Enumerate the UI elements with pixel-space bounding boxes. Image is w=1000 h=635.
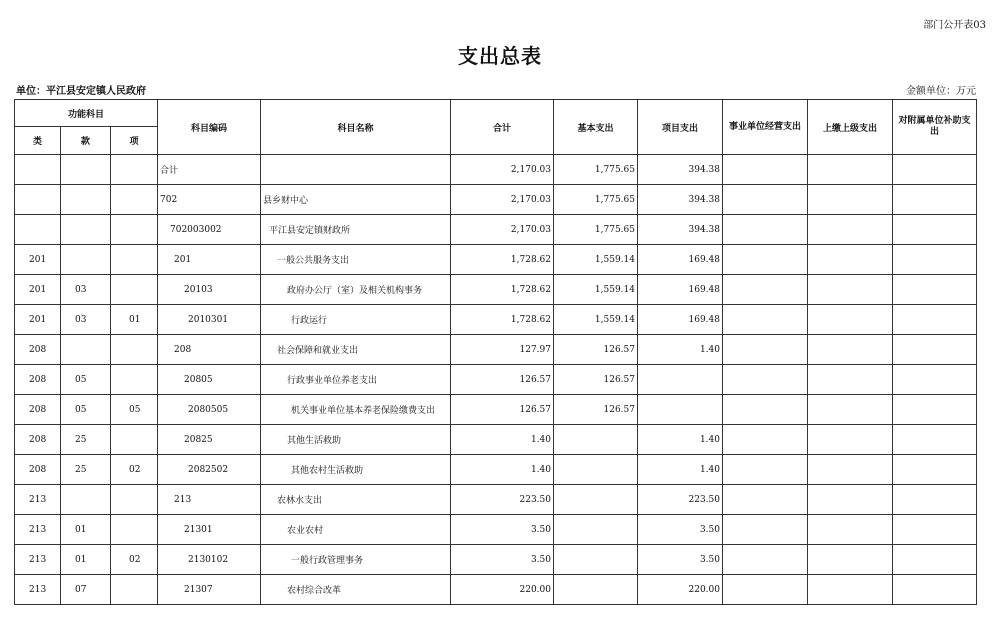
cell-to-superior bbox=[808, 185, 893, 215]
cell-lei: 208 bbox=[15, 425, 61, 455]
cell-name: 农村综合改革 bbox=[261, 575, 451, 605]
cell-code: 213 bbox=[158, 485, 261, 515]
cell-sub-subsidy bbox=[893, 365, 977, 395]
table-row bbox=[15, 425, 977, 455]
cell-project bbox=[638, 365, 723, 395]
cell-biz-op bbox=[723, 545, 808, 575]
table-row bbox=[15, 365, 977, 395]
cell-lei: 208 bbox=[15, 455, 61, 485]
cell-project: 3.50 bbox=[638, 545, 723, 575]
cell-biz-op bbox=[723, 455, 808, 485]
cell-name: 其他农村生活救助 bbox=[261, 455, 451, 485]
cell-total: 223.50 bbox=[451, 485, 554, 515]
cell-biz-op bbox=[723, 275, 808, 305]
cell-sub-subsidy bbox=[893, 575, 977, 605]
cell-project: 169.48 bbox=[638, 245, 723, 275]
cell-code: 合计 bbox=[158, 155, 261, 185]
cell-to-superior bbox=[808, 455, 893, 485]
table-row bbox=[15, 275, 977, 305]
sub-subsidy-header: 对附属单位补助支出 bbox=[893, 100, 977, 155]
cell-xiang: 02 bbox=[111, 545, 158, 575]
cell-xiang: 02 bbox=[111, 455, 158, 485]
cell-project: 223.50 bbox=[638, 485, 723, 515]
table-body bbox=[15, 155, 977, 605]
total-header: 合计 bbox=[451, 100, 554, 155]
cell-to-superior bbox=[808, 425, 893, 455]
basic-header: 基本支出 bbox=[554, 100, 638, 155]
cell-sub-subsidy bbox=[893, 395, 977, 425]
cell-name: 机关事业单位基本养老保险缴费支出 bbox=[261, 395, 451, 425]
cell-basic bbox=[554, 425, 638, 455]
cell-code: 208 bbox=[158, 335, 261, 365]
cell-lei: 213 bbox=[15, 515, 61, 545]
cell-code: 20805 bbox=[158, 365, 261, 395]
table-row bbox=[15, 215, 977, 245]
cell-kuan bbox=[61, 245, 111, 275]
cell-xiang: 05 bbox=[111, 395, 158, 425]
cell-xiang: 01 bbox=[111, 305, 158, 335]
cell-biz-op bbox=[723, 575, 808, 605]
cell-name: 行政运行 bbox=[261, 305, 451, 335]
cell-basic: 126.57 bbox=[554, 395, 638, 425]
table-row bbox=[15, 305, 977, 335]
cell-code: 2010301 bbox=[158, 305, 261, 335]
cell-total: 2,170.03 bbox=[451, 155, 554, 185]
cell-sub-subsidy bbox=[893, 485, 977, 515]
cell-lei: 213 bbox=[15, 575, 61, 605]
cell-to-superior bbox=[808, 545, 893, 575]
cell-kuan bbox=[61, 155, 111, 185]
cell-lei: 201 bbox=[15, 275, 61, 305]
cell-kuan: 01 bbox=[61, 515, 111, 545]
cell-name: 平江县安定镇财政所 bbox=[261, 215, 451, 245]
cell-kuan: 03 bbox=[61, 305, 111, 335]
cell-project bbox=[638, 395, 723, 425]
cell-name bbox=[261, 155, 451, 185]
cell-name: 农林水支出 bbox=[261, 485, 451, 515]
cell-biz-op bbox=[723, 485, 808, 515]
cell-project: 3.50 bbox=[638, 515, 723, 545]
form-number: 部门公开表03 bbox=[923, 20, 986, 31]
cell-lei: 208 bbox=[15, 365, 61, 395]
cell-code: 2130102 bbox=[158, 545, 261, 575]
table-row bbox=[15, 545, 977, 575]
cell-kuan bbox=[61, 485, 111, 515]
cell-total: 3.50 bbox=[451, 545, 554, 575]
cell-lei bbox=[15, 185, 61, 215]
cell-kuan: 25 bbox=[61, 425, 111, 455]
cell-biz-op bbox=[723, 155, 808, 185]
cell-code: 2082502 bbox=[158, 455, 261, 485]
cell-xiang bbox=[111, 275, 158, 305]
cell-basic: 126.57 bbox=[554, 335, 638, 365]
cell-name: 一般行政管理事务 bbox=[261, 545, 451, 575]
cell-basic bbox=[554, 455, 638, 485]
cell-total: 2,170.03 bbox=[451, 185, 554, 215]
cell-lei: 208 bbox=[15, 395, 61, 425]
cell-basic: 126.57 bbox=[554, 365, 638, 395]
cell-biz-op bbox=[723, 365, 808, 395]
xiang-header: 项 bbox=[111, 127, 158, 155]
cell-xiang bbox=[111, 575, 158, 605]
cell-code: 21307 bbox=[158, 575, 261, 605]
cell-lei bbox=[15, 215, 61, 245]
name-header: 科目名称 bbox=[261, 100, 451, 155]
table-row bbox=[15, 485, 977, 515]
cell-lei: 213 bbox=[15, 545, 61, 575]
code-header: 科目编码 bbox=[158, 100, 261, 155]
cell-project: 169.48 bbox=[638, 305, 723, 335]
cell-xiang bbox=[111, 425, 158, 455]
cell-sub-subsidy bbox=[893, 335, 977, 365]
cell-total: 3.50 bbox=[451, 515, 554, 545]
table-row bbox=[15, 575, 977, 605]
cell-to-superior bbox=[808, 155, 893, 185]
cell-name: 政府办公厅（室）及相关机构事务 bbox=[261, 275, 451, 305]
cell-sub-subsidy bbox=[893, 155, 977, 185]
cell-to-superior bbox=[808, 335, 893, 365]
cell-kuan bbox=[61, 185, 111, 215]
cell-kuan bbox=[61, 215, 111, 245]
cell-total: 220.00 bbox=[451, 575, 554, 605]
cell-to-superior bbox=[808, 245, 893, 275]
table-row bbox=[15, 455, 977, 485]
cell-total: 1.40 bbox=[451, 455, 554, 485]
cell-sub-subsidy bbox=[893, 455, 977, 485]
cell-to-superior bbox=[808, 515, 893, 545]
cell-project: 1.40 bbox=[638, 455, 723, 485]
cell-basic: 1,559.14 bbox=[554, 305, 638, 335]
cell-lei: 201 bbox=[15, 305, 61, 335]
cell-total: 1.40 bbox=[451, 425, 554, 455]
cell-biz-op bbox=[723, 395, 808, 425]
cell-sub-subsidy bbox=[893, 245, 977, 275]
page-title: 支出总表 bbox=[458, 44, 542, 68]
cell-total: 1,728.62 bbox=[451, 245, 554, 275]
cell-to-superior bbox=[808, 275, 893, 305]
cell-project: 169.48 bbox=[638, 275, 723, 305]
cell-to-superior bbox=[808, 485, 893, 515]
cell-project: 1.40 bbox=[638, 335, 723, 365]
cell-kuan: 05 bbox=[61, 365, 111, 395]
cell-to-superior bbox=[808, 305, 893, 335]
lei-header: 类 bbox=[15, 127, 61, 155]
cell-project: 394.38 bbox=[638, 185, 723, 215]
table-row bbox=[15, 395, 977, 425]
cell-sub-subsidy bbox=[893, 425, 977, 455]
cell-xiang bbox=[111, 185, 158, 215]
cell-to-superior bbox=[808, 575, 893, 605]
cell-to-superior bbox=[808, 365, 893, 395]
cell-xiang bbox=[111, 215, 158, 245]
cell-lei bbox=[15, 155, 61, 185]
cell-total: 1,728.62 bbox=[451, 275, 554, 305]
cell-total: 126.57 bbox=[451, 365, 554, 395]
cell-basic: 1,559.14 bbox=[554, 275, 638, 305]
cell-to-superior bbox=[808, 215, 893, 245]
cell-xiang bbox=[111, 335, 158, 365]
to-superior-header: 上缴上级支出 bbox=[808, 100, 893, 155]
table-row bbox=[15, 185, 977, 215]
cell-basic bbox=[554, 515, 638, 545]
cell-lei: 213 bbox=[15, 485, 61, 515]
cell-basic: 1,775.65 bbox=[554, 155, 638, 185]
cell-xiang bbox=[111, 485, 158, 515]
cell-total: 2,170.03 bbox=[451, 215, 554, 245]
cell-project: 1.40 bbox=[638, 425, 723, 455]
cell-biz-op bbox=[723, 215, 808, 245]
cell-code: 201 bbox=[158, 245, 261, 275]
cell-lei: 201 bbox=[15, 245, 61, 275]
cell-total: 127.97 bbox=[451, 335, 554, 365]
cell-kuan: 25 bbox=[61, 455, 111, 485]
biz-op-header: 事业单位经营支出 bbox=[723, 100, 808, 155]
kuan-header: 款 bbox=[61, 127, 111, 155]
cell-biz-op bbox=[723, 335, 808, 365]
cell-name: 县乡财中心 bbox=[261, 185, 451, 215]
cell-sub-subsidy bbox=[893, 215, 977, 245]
cell-sub-subsidy bbox=[893, 275, 977, 305]
cell-project: 394.38 bbox=[638, 215, 723, 245]
cell-xiang bbox=[111, 365, 158, 395]
cell-kuan bbox=[61, 335, 111, 365]
cell-xiang bbox=[111, 515, 158, 545]
table-row bbox=[15, 155, 977, 185]
cell-basic: 1,775.65 bbox=[554, 215, 638, 245]
cell-basic: 1,559.14 bbox=[554, 245, 638, 275]
cell-code: 702 bbox=[158, 185, 261, 215]
cell-project: 220.00 bbox=[638, 575, 723, 605]
cell-kuan: 05 bbox=[61, 395, 111, 425]
cell-name: 一般公共服务支出 bbox=[261, 245, 451, 275]
func-subject-header: 功能科目 bbox=[15, 100, 158, 127]
cell-xiang bbox=[111, 245, 158, 275]
cell-biz-op bbox=[723, 245, 808, 275]
unit-label: 单位：平江县安定镇人民政府 bbox=[16, 86, 146, 97]
cell-lei: 208 bbox=[15, 335, 61, 365]
cell-sub-subsidy bbox=[893, 305, 977, 335]
project-header: 项目支出 bbox=[638, 100, 723, 155]
cell-name: 行政事业单位养老支出 bbox=[261, 365, 451, 395]
cell-kuan: 07 bbox=[61, 575, 111, 605]
cell-to-superior bbox=[808, 395, 893, 425]
cell-biz-op bbox=[723, 515, 808, 545]
cell-biz-op bbox=[723, 185, 808, 215]
cell-code: 2080505 bbox=[158, 395, 261, 425]
cell-sub-subsidy bbox=[893, 545, 977, 575]
cell-total: 126.57 bbox=[451, 395, 554, 425]
cell-sub-subsidy bbox=[893, 515, 977, 545]
cell-total: 1,728.62 bbox=[451, 305, 554, 335]
cell-code: 20825 bbox=[158, 425, 261, 455]
cell-biz-op bbox=[723, 305, 808, 335]
cell-code: 21301 bbox=[158, 515, 261, 545]
cell-code: 702003002 bbox=[158, 215, 261, 245]
cell-name: 农业农村 bbox=[261, 515, 451, 545]
cell-kuan: 01 bbox=[61, 545, 111, 575]
cell-basic: 1,775.65 bbox=[554, 185, 638, 215]
expenditure-summary-table bbox=[14, 99, 977, 605]
cell-code: 20103 bbox=[158, 275, 261, 305]
cell-xiang bbox=[111, 155, 158, 185]
cell-biz-op bbox=[723, 425, 808, 455]
cell-kuan: 03 bbox=[61, 275, 111, 305]
cell-basic bbox=[554, 575, 638, 605]
money-unit-label: 金额单位：万元 bbox=[906, 86, 976, 97]
cell-name: 社会保障和就业支出 bbox=[261, 335, 451, 365]
cell-name: 其他生活救助 bbox=[261, 425, 451, 455]
cell-basic bbox=[554, 485, 638, 515]
table-row bbox=[15, 245, 977, 275]
cell-basic bbox=[554, 545, 638, 575]
cell-sub-subsidy bbox=[893, 185, 977, 215]
table-row bbox=[15, 335, 977, 365]
cell-project: 394.38 bbox=[638, 155, 723, 185]
table-row bbox=[15, 515, 977, 545]
